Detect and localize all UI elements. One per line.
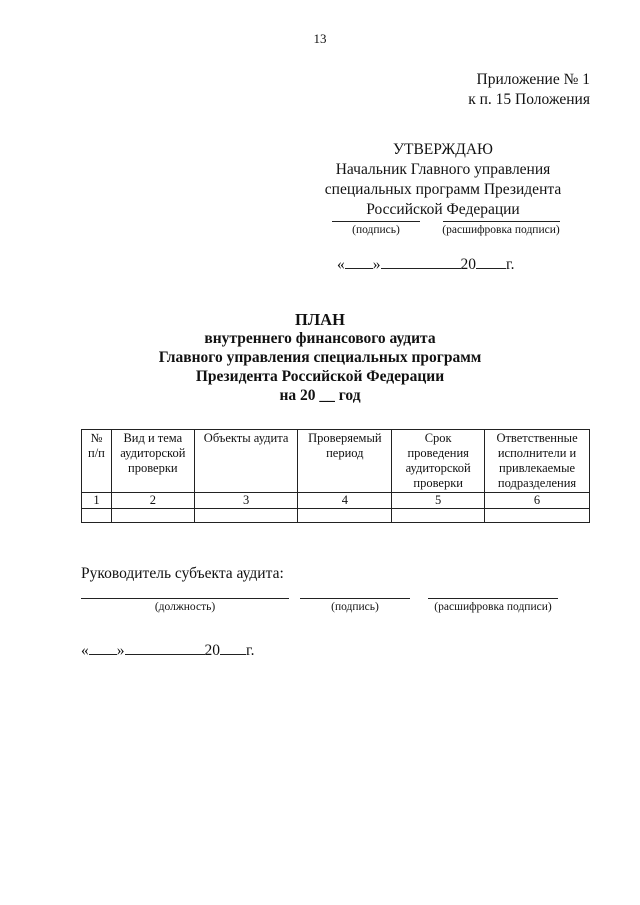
header-cell-period: Проверяемый период <box>298 430 392 493</box>
empty-cell <box>485 509 590 523</box>
footer-date-open-quote: « <box>81 642 89 659</box>
plan-title: ПЛАН <box>295 310 345 329</box>
plan-subtitle-4: на 20 __ год <box>279 387 361 404</box>
number-cell-2: 2 <box>111 493 194 509</box>
approval-line-3: Российской Федерации <box>366 201 520 218</box>
appendix-line-2: к п. 15 Положения <box>468 91 590 108</box>
footer-date-year-prefix: 20 <box>204 642 220 659</box>
approval-title: УТВЕРЖДАЮ <box>393 141 493 158</box>
approval-decoding-line <box>443 221 560 222</box>
empty-cell <box>194 509 298 523</box>
approval-date-year-blank <box>476 254 506 269</box>
header-cell-responsible: Ответственные исполнители и привлекаемые подразделения <box>485 430 590 493</box>
number-cell-6: 6 <box>485 493 590 509</box>
footer-date-year-suffix: г. <box>246 642 255 659</box>
approval-date-month-blank <box>381 254 461 269</box>
table-header-row <box>82 430 590 493</box>
number-cell-5: 5 <box>392 493 485 509</box>
footer-date-close-quote: » <box>116 642 125 659</box>
plan-subtitle-3: Президента Российской Федерации <box>195 368 445 385</box>
empty-cell <box>392 509 485 523</box>
approval-line-2: специальных программ Президента <box>324 181 562 198</box>
empty-cell <box>298 509 392 523</box>
header-cell-type: Вид и тема аудиторской проверки <box>111 430 194 493</box>
position-line <box>81 598 289 599</box>
header-cell-term: Срок проведения аудиторской проверки <box>392 430 485 493</box>
footer-date-day-blank <box>89 640 117 655</box>
approval-line-1: Начальник Главного управления <box>335 161 551 178</box>
approval-signature-caption: (подпись) <box>352 224 400 236</box>
appendix-reference <box>380 70 590 110</box>
footer-date-year-blank <box>220 640 246 655</box>
approval-date-day-blank <box>345 254 373 269</box>
plan-subtitle-2: Главного управления специальных программ <box>158 349 482 366</box>
footer-signature-line <box>300 598 410 599</box>
footer-decoding-caption: (расшифровка подписи) <box>434 601 552 613</box>
approval-signature-line <box>332 221 420 222</box>
footer-decoding-line <box>428 598 558 599</box>
approval-date-year-suffix: г. <box>506 256 515 273</box>
empty-cell <box>82 509 112 523</box>
empty-cell <box>111 509 194 523</box>
header-cell-objects: Объекты аудита <box>194 430 298 493</box>
table-number-row <box>82 493 590 509</box>
plan-title-block <box>0 310 640 405</box>
page-number: 13 <box>313 31 327 46</box>
approval-date-year-prefix: 20 <box>460 256 476 273</box>
footer-signature-caption: (подпись) <box>331 601 379 613</box>
header-cell-number: № п/п <box>82 430 112 493</box>
approval-date-open-quote: « <box>337 256 345 273</box>
appendix-line-1: Приложение № 1 <box>476 71 590 88</box>
plan-subtitle-1: внутреннего финансового аудита <box>204 330 436 347</box>
approval-decoding-caption: (расшифровка подписи) <box>442 224 560 236</box>
table-empty-row <box>82 509 590 523</box>
number-cell-4: 4 <box>298 493 392 509</box>
audit-head-label: Руководитель субъекта аудита: <box>81 565 284 582</box>
number-cell-3: 3 <box>194 493 298 509</box>
footer-date-month-blank <box>125 640 205 655</box>
number-cell-1: 1 <box>82 493 112 509</box>
audit-plan-table <box>81 429 590 523</box>
footer-date <box>81 640 254 660</box>
approval-date-close-quote: » <box>372 256 381 273</box>
position-caption: (должность) <box>154 601 216 613</box>
approval-date <box>337 254 514 274</box>
approval-block <box>318 140 568 220</box>
